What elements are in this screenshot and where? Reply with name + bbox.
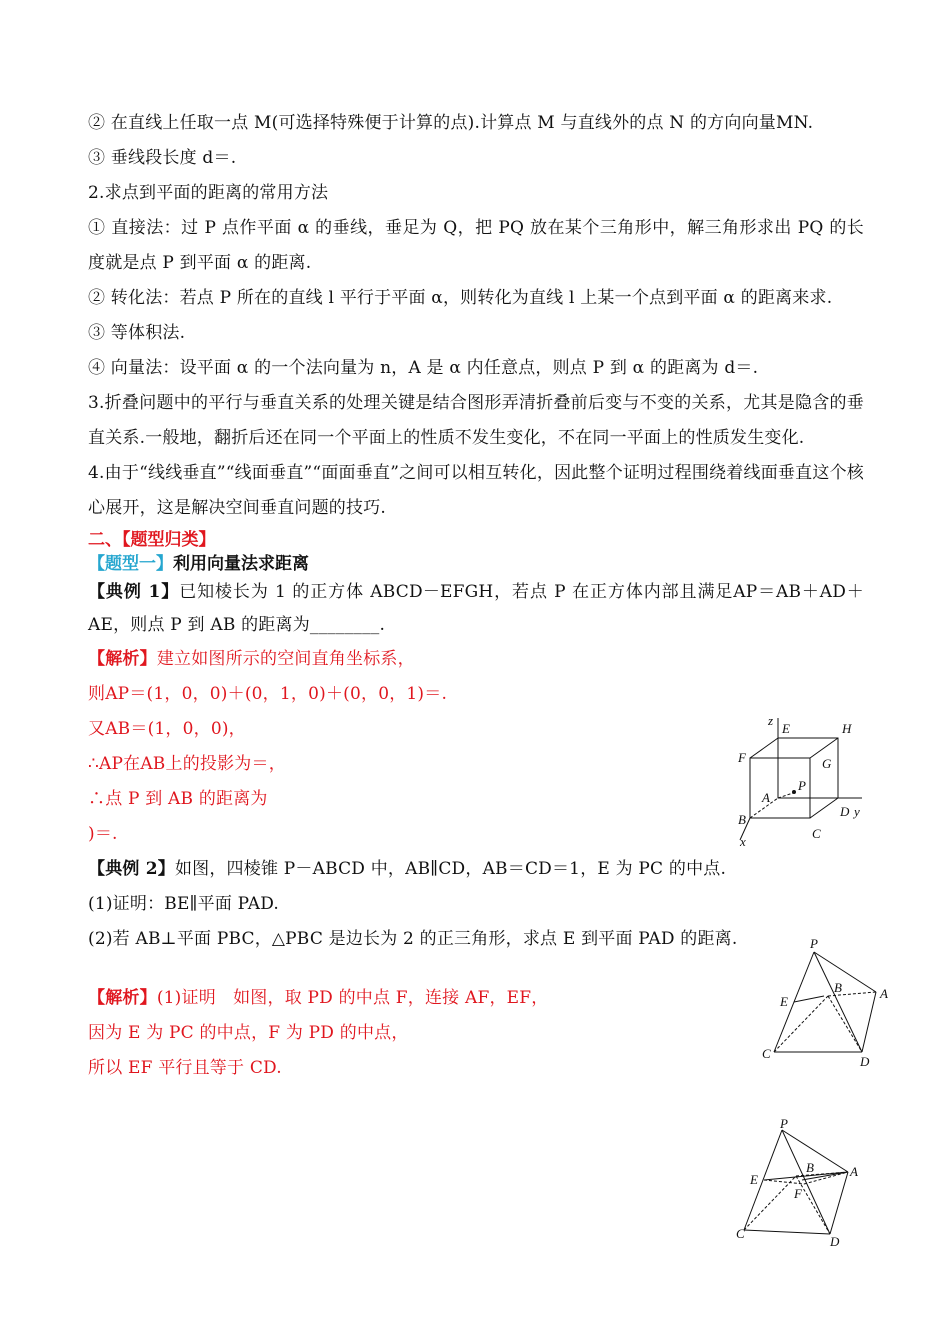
cube-label: y [854, 804, 860, 819]
document-page [88, 106, 864, 1086]
pyramid-label: C [736, 1226, 745, 1241]
text-line: ③ 等体积法. [88, 323, 186, 343]
solution-line: ∴点 P 到 AB 的距离为 [88, 789, 268, 809]
cube-label: A [762, 790, 770, 805]
solution-line: 所以 EF 平行且等于 CD. [88, 1058, 282, 1078]
question-line: (2)若 AB⊥平面 PBC，△PBC 是边长为 2 的正三角形，求点 E 到平面 PAD 的距离. [88, 929, 738, 949]
pyramid-label: E [780, 994, 788, 1009]
text-paragraph: ② 转化法：若点 P 所在的直线 l 平行于平面 α，则转化为直线 l 上某一个点到平面 α 的距离来求. [88, 288, 833, 308]
pyramid-label: P [810, 936, 818, 951]
pyramid-label: A [850, 1164, 858, 1179]
cube-label: C [812, 826, 821, 841]
solution-line [88, 642, 864, 677]
solution-line: )＝. [88, 824, 118, 844]
cube-figure [728, 712, 878, 852]
pyramid-label: E [750, 1172, 758, 1187]
cube-label: E [782, 721, 790, 736]
cube-label: G [822, 756, 832, 771]
text-line: ③ 垂线段长度 d＝. [88, 148, 237, 168]
solution-line: 则AP＝(1，0，0)＋(0，1，0)＋(0，0，1)＝. [88, 684, 448, 704]
text-line: 2.求点到平面的距离的常用方法 [88, 183, 329, 203]
example-2 [88, 852, 748, 887]
example-tag: 【典例 2】 [88, 859, 175, 879]
example-1 [88, 576, 864, 642]
section-title: 二、【题型归类】 [88, 530, 216, 550]
solution-line [88, 981, 864, 1016]
text-line: ② 在直线上任取一点 M(可选择特殊便于计算的点).计算点 M 与直线外的点 N 的方向向量MN. [88, 113, 814, 133]
pyramid-label: B [834, 980, 842, 995]
cube-label: F [738, 750, 746, 765]
pyramid-label: D [830, 1234, 840, 1249]
solution-text: 建立如图所示的空间直角坐标系， [156, 649, 415, 669]
pyramid-figure-1 [758, 936, 908, 1072]
text-line: ④ 向量法：设平面 α 的一个法向量为 n，A 是 α 内任意点，则点 P 到 α 的距离为 d＝. [88, 358, 759, 378]
type-heading [88, 552, 864, 576]
pyramid-label: C [762, 1046, 771, 1061]
cube-label: P [798, 778, 806, 793]
solution-tag: 【解析】 [88, 988, 157, 1008]
cube-label: B [738, 812, 746, 827]
solution-line: 因为 E 为 PC 的中点，F 为 PD 的中点， [88, 1023, 409, 1043]
pyramid-label: A [880, 986, 888, 1001]
text-paragraph: 3.折叠问题中的平行与垂直关系的处理关键是结合图形弄清折叠前后变与不变的关系，尤其是隐含的垂直关系.一般地，翻折后还在同一个平面上的性质不发生变化，不在同一平面上的性质发生变化. [88, 393, 864, 448]
cube-label: x [740, 834, 746, 849]
cube-label: D [840, 804, 850, 819]
pyramid-label: P [780, 1116, 788, 1131]
type-tag: 【题型一】 [88, 554, 173, 574]
example-text: 如图，四棱锥 P－ABCD 中，AB∥CD，AB＝CD＝1，E 为 PC 的中点. [174, 859, 727, 879]
question-line: (1)证明：BE∥平面 PAD. [88, 894, 280, 914]
cube-label: z [768, 713, 774, 728]
example-tag: 【典例 1】 [88, 582, 180, 602]
text-paragraph: ① 直接法：过 P 点作平面 α 的垂线，垂足为 Q，把 PQ 放在某个三角形中，解三角形求出 PQ 的长度就是点 P 到平面 α 的距离. [88, 218, 864, 273]
cube-label: H [842, 721, 852, 736]
text-paragraph: 4.由于“线线垂直”“线面垂直”“面面垂直”之间可以相互转化，因此整个证明过程围绕着线面垂直这个核心展开，这是解决空间垂直问题的技巧. [88, 463, 864, 518]
solution-text: (1)证明 如图，取 PD 的中点 F，连接 AF，EF， [156, 988, 549, 1008]
pyramid-label: B [806, 1160, 814, 1175]
pyramid-figure-2 [736, 1116, 886, 1250]
solution-line: 又AB＝(1，0，0)， [88, 719, 246, 739]
pyramid-label: D [860, 1054, 870, 1069]
solution-line: ∴AP在AB上的投影为＝， [88, 754, 286, 774]
solution-tag: 【解析】 [88, 649, 157, 669]
example-text: 已知棱长为 1 的正方体 ABCD－EFGH，若点 P 在正方体内部且满足AP＝AB＋AD＋AE，则点 P 到 AB 的距离为________. [88, 582, 864, 635]
type-title: 利用向量法求距离 [173, 554, 309, 574]
pyramid-label: F [794, 1186, 802, 1201]
